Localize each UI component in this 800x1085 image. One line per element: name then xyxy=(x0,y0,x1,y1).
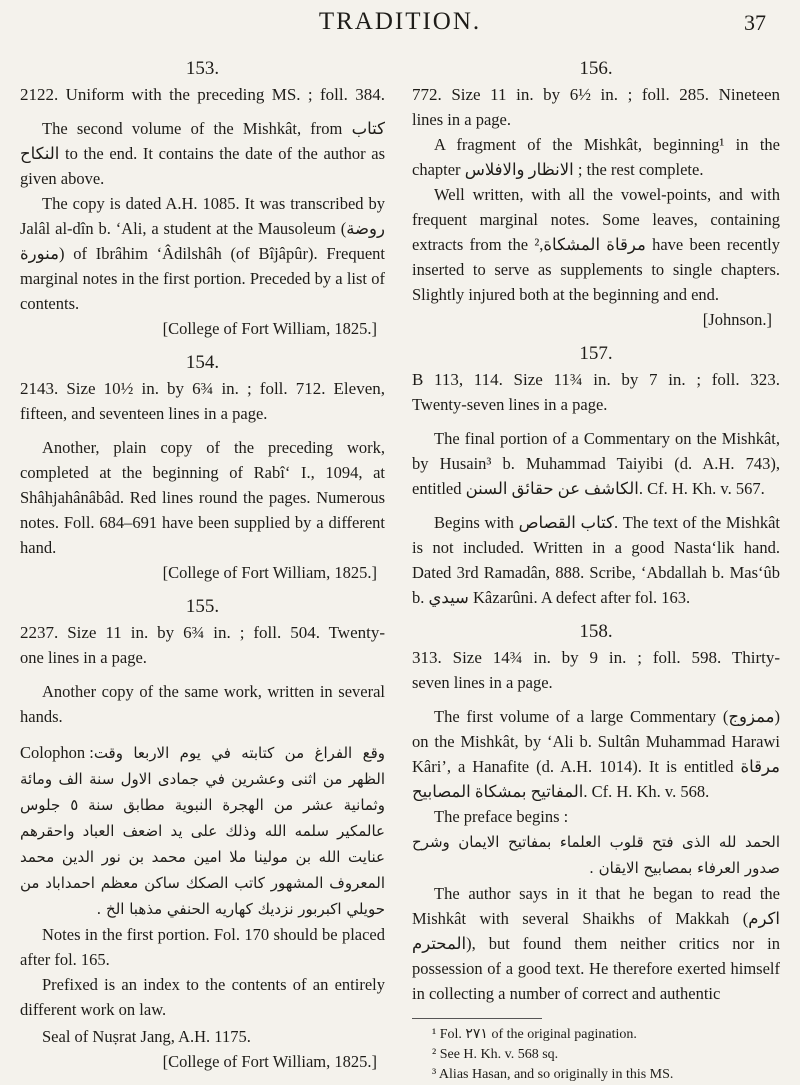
preface-label: The preface begins : xyxy=(434,807,569,826)
footnote: ¹ Fol. ٢٧١ of the original pagination. xyxy=(432,1027,637,1042)
entry-prefixed: Prefixed is an index to the contents of an entirely different work on law. xyxy=(20,975,385,1019)
page-number: 37 xyxy=(744,10,766,35)
seal-line: Seal of Nuṣrat Jang, A.H. 1175. xyxy=(42,1027,251,1046)
colophon-label: Colophon : xyxy=(20,743,94,762)
source-line: [College of Fort William, 1825.] xyxy=(162,319,377,338)
entry-154 xyxy=(20,350,385,585)
entry-lines: fifteen, and seventeen lines in a page. xyxy=(20,404,268,423)
footnote: ² See H. Kh. v. 568 sq. xyxy=(432,1047,559,1062)
preface xyxy=(412,804,780,881)
entry-description: Another copy of the same work, written in several hands. xyxy=(20,682,385,726)
colophon xyxy=(20,740,385,922)
entry-description: Another, plain copy of the preceding work, completed at the beginning of Rabî‘ I., 1094, at Shâhjahânâbâd. Red lines round the pages. Numerous notes. Foll. 684–691 have been supplied by a different hand. xyxy=(20,438,385,557)
entry-description: The first volume of a large Commentary (ممزوج) on the Mishkât, by ‘Ali b. Sultân Muhammad Harawi Kâri’, a Hanafite (d. A.H. 1014). It is entitled مرقاة المفاتيح بمشكاة المصابيح. Cf. H. Kh. v. 568. xyxy=(412,707,780,801)
entry-lines: seven lines in a page. xyxy=(412,673,553,692)
entry-number: 153. xyxy=(185,58,220,79)
running-title: TRADITION. xyxy=(318,8,482,35)
left-column xyxy=(20,56,385,1074)
footnote-rule xyxy=(412,1018,542,1019)
colophon-arabic: وقع الفراغ من كتابته في يوم الاربعا وقت الظهر من اثنى وعشرين في جمادى الاول سنة الف ومائة وثمانية عشر من الهجرة النبوية مطابق سنة ٥ جلوس عالمكير سلمه الله وذلك على يد اضعف العباد واحقرهم عنايت الله بن مولينا ملا امين محمد بن نور الدين محمد المعروف المشهور كاتب الصكك ساكن معظم احمداباد من حويلي اكبربور نزديك كهاريه الحنفي مذهبا الخ . xyxy=(20,744,385,918)
entry-number: 155. xyxy=(185,596,220,617)
entry-description: The final portion of a Commentary on the Mishkât, by Husain³ b. Muhammad Taiyibi (d. A.H. 743), entitled الكاشف عن حقائق السنن. Cf. H. Kh. v. 567. xyxy=(412,429,780,498)
entry-size-line: 772. Size 11 in. by 6½ in. ; foll. 285. Nineteen xyxy=(412,85,780,104)
entry-description: A fragment of the Mishkât, beginning¹ in the chapter الانظار والافلاس ; the rest complete. xyxy=(412,135,780,179)
entry-description: The copy is dated A.H. 1085. It was transcribed by Jalâl al-dîn b. ‘Ali, a student at the Mausoleum (روضة منورة) of Ibrâhim ‘Âdilshâh (of Bîjâpûr). Frequent marginal notes in the first portion. Preceded by a list of contents. xyxy=(20,194,385,313)
entry-lines: Twenty-seven lines in a page. xyxy=(412,395,608,414)
entry-number: 156. xyxy=(579,58,613,79)
entry-size-line: 2122. Uniform with the preceding MS. ; foll. 384. xyxy=(20,85,385,104)
entry-notes: Notes in the first portion. Fol. 170 should be placed after fol. 165. xyxy=(20,925,385,969)
entry-number: 154. xyxy=(185,352,220,373)
entry-number: 158. xyxy=(579,621,613,642)
entry-description: The author says in it that he began to read the Mishkât with several Shaikhs of Makkah (اكرم المحترم), but found them neither critics nor in possession of a good text. He therefore exerted himself in collecting a number of correct and authentic xyxy=(412,884,780,1003)
entry-lines: lines in a page. xyxy=(412,110,511,129)
entry-158 xyxy=(412,619,780,1006)
entry-156 xyxy=(412,56,780,332)
entry-size-line: 2237. Size 11 in. by 6¾ in. ; foll. 504. Twenty- xyxy=(20,623,385,642)
entry-description: Begins with كتاب القصاص. The text of the Mishkât is not included. Written in a good Nasta‘lik hand. Dated 3rd Ramadân, 888. Scribe, ‘Abdallah b. Mas‘ûb b. سيدي Kâzarûni. A defect after fol. 163. xyxy=(412,513,781,607)
source-line: [College of Fort William, 1825.] xyxy=(162,1052,377,1071)
entry-size-line: 2143. Size 10½ in. by 6¾ in. ; foll. 712. Eleven, xyxy=(20,379,385,398)
source-line: [College of Fort William, 1825.] xyxy=(162,563,377,582)
preface-arabic: الحمد لله الذى فتح قلوب العلماء بمفاتيح الايمان وشرح صدور العرفاء بمصابيح الايقان . xyxy=(412,833,780,877)
source-line: [Johnson.] xyxy=(702,310,772,329)
entry-155 xyxy=(20,594,385,1074)
footnotes xyxy=(412,1025,780,1085)
entry-number: 157. xyxy=(579,343,613,364)
entry-size-line: 313. Size 14¾ in. by 9 in. ; foll. 598. Thirty- xyxy=(412,648,780,667)
entry-description: Well written, with all the vowel-points, and with frequent marginal notes. Some leaves, containing extracts from the مرقاة المشكاة,² have been recently inserted to serve as supplements to single chapters. Slightly injured both at the beginning and end. xyxy=(412,185,781,304)
right-column xyxy=(412,56,780,1085)
footnote: ³ Alias Hasan, and so originally in this MS. xyxy=(432,1067,674,1082)
entry-size-line: B 113, 114. Size 11¾ in. by 7 in. ; foll. 323. xyxy=(412,370,780,389)
entry-lines: one lines in a page. xyxy=(20,648,147,667)
page-header xyxy=(0,8,800,44)
entry-157 xyxy=(412,341,780,610)
entry-153 xyxy=(20,56,385,341)
entry-description: The second volume of the Mishkât, from كتاب النكاح to the end. It contains the date of the author as given above. xyxy=(20,119,385,188)
